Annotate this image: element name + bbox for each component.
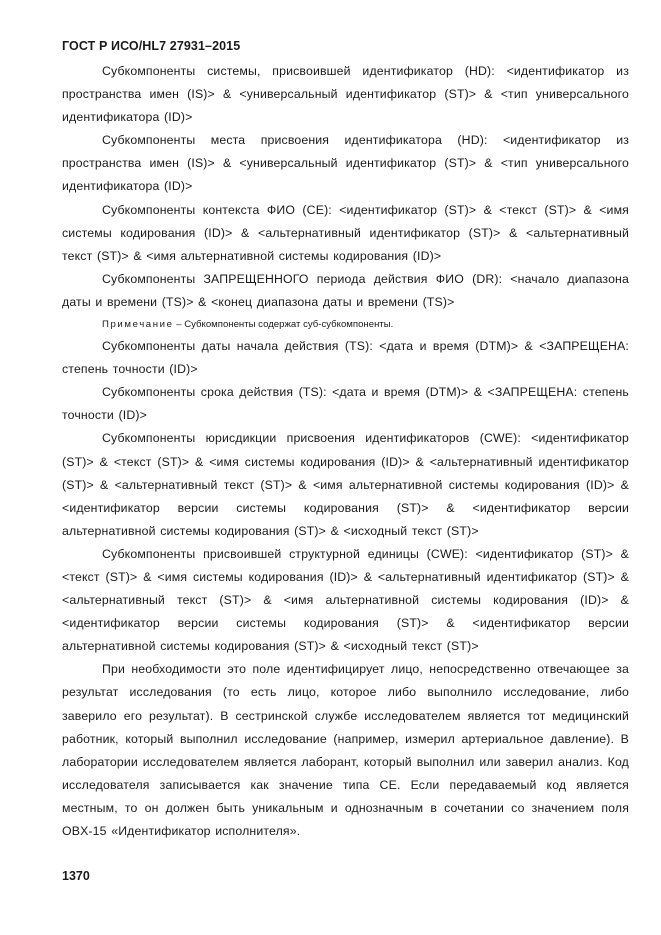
paragraph-ts-start: Субкомпоненты даты начала действия (TS): <дата и время (DTM)> & <ЗАПРЕЩЕНА: степень точности (ID)>: [62, 339, 629, 377]
paragraph-ce-context: Субкомпоненты контекста ФИО (CE): <идентификатор (ST)> & <текст (ST)> & <имя системы кодирования (ID)> & <альтернативный идентификатор (ST)> & <альтернативный текст (ST)> & <имя альтернативной системы кодирования (ID)>: [62, 202, 629, 263]
paragraph-dr-period: Субкомпоненты ЗАПРЕЩЕННОГО периода действия ФИО (DR): <начало диапазона даты и времени (TS)> & <конец диапазона даты и времени (TS)>: [62, 271, 629, 309]
paragraph-cwe-unit: Субкомпоненты присвоившей структурной единицы (CWE): <идентификатор (ST)> & <текст (ST)> & <имя системы кодирования (ID)> & <альтернативный идентификатор (ST)> & <альтернативный текст (ST)> & <имя альтернативной системы кодирования (ID)> & <идентификатор версии системы кодирования (ST)> & <идентификатор версии альтернативной системы кодирования (ST)> & <исходный текст (ST)>: [62, 546, 629, 654]
note-label: Примечание: [102, 319, 174, 331]
paragraph-hd-place: Субкомпоненты места присвоения идентификатора (HD): <идентификатор из пространства имен (IS)> & <универсальный идентификатор (ST)> & <тип универсального идентификатора (ID)>: [62, 133, 629, 194]
note-text: – Субкомпоненты содержат суб-субкомпоненты.: [173, 319, 394, 331]
standard-header: ГОСТ Р ИСО/HL7 27931–2015: [62, 39, 241, 53]
note: [62, 314, 629, 335]
paragraph-explanation: При необходимости это поле идентифицирует лицо, непосредственно отвечающее за результат исследования (то есть лицо, которое либо выполнило исследование, либо заверило его результат). В сестринской службе исследователем является тот медицинский работник, который выполнил исследование (например, измерил артериальное давление). В лаборатории исследователем является лаборант, который выполнил или заверил анализ. Код исследователя записывается как значение типа CE. Если передаваемый код является местным, то он должен быть уникальным и однозначным в сочетании со значением поля OBX-15 «Идентификатор исполнителя».: [62, 662, 629, 838]
paragraph-ts-expiry: Субкомпоненты срока действия (TS): <дата и время (DTM)> & <ЗАПРЕЩЕНА: степень точности (ID)>: [62, 385, 629, 423]
page-number: 1370: [62, 869, 90, 883]
document-body: [62, 60, 629, 843]
paragraph-cwe-jurisdiction: Субкомпоненты юрисдикции присвоения идентификаторов (CWE): <идентификатор (ST)> & <текст (ST)> & <имя системы кодирования (ID)> & <альтернативный идентификатор (ST)> & <альтернативный текст (ST)> & <имя альтернативной системы кодирования (ID)> & <идентификатор версии системы кодирования (ST)> & <идентификатор версии альтернативной системы кодирования (ST)> & <исходный текст (ST)>: [62, 431, 629, 538]
paragraph-hd-system: Субкомпоненты системы, присвоившей идентификатор (HD): <идентификатор из пространства имен (IS)> & <универсальный идентификатор (ST)> & <тип универсального идентификатора (ID)>: [62, 64, 629, 125]
